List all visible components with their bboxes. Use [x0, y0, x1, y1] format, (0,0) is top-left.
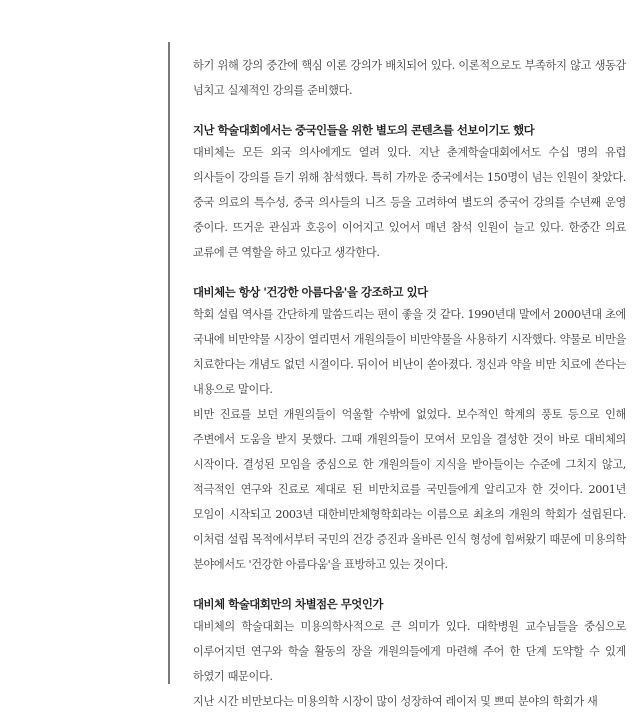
section-paragraph: 비만 진료를 보던 개원의들이 억울할 수밖에 없었다. 보수적인 학계의 풍토 등으로 인해 주변에서 도움을 받지 못했다. 그때 개원의들이 모여서 모임을 결성한 것이 바로 대비체의 시작이다. 결성된 모임을 중심으로 한 개원의들이 지식을 받아들이는 수준에 그치지 않고, 적극적인 연구와 진료로 제대로 된 비만치료를 국민들에게 알리고자 한 것이다. 2001년 모임이 시작되고 2003년 대한비만체형학회라는 이름으로 최초의 개원의 학회가 설립된다. 이처럼 설립 목적에서부터 국민의 건강 증진과 올바른 인식 형성에 힘써왔기 때문에 미용의학 분야에서도 '건강한 아름다움'을 표방하고 있는 것이다. — [193, 408, 626, 571]
intro-paragraph: 하기 위해 강의 중간에 핵심 이론 강의가 배치되어 있다. 이론적으로도 부족하지 않고 생동감 넘치고 실제적인 강의를 준비했다. — [193, 59, 626, 97]
section-paragraph: 대비체의 학술대회는 미용의학사적으로 큰 의미가 있다. 대학병원 교수님들을 중심으로 이루어지던 연구와 학술 활동의 장을 개원의들에게 마련해 주어 한 단계 도약할 수 있게 하였기 때문이다. — [193, 620, 626, 683]
section-paragraph: 학회 설립 역사를 간단하게 말씀드리는 편이 좋을 것 같다. 1990년대 말에서 2000년대 초에 국내에 비만약물 시장이 열리면서 개원의들이 비만약물을 사용하기 시작했다. 약물로 비만을 치료한다는 개념도 없던 시절이다. 뒤이어 비난이 쏟아졌다. 정신과 약을 비만 치료에 쓴다는 내용으로 말이다. — [193, 308, 626, 396]
margin-rule — [168, 42, 170, 684]
article-body — [193, 53, 626, 714]
section-heading-china: 지난 학술대회에서는 중국인들을 위한 별도의 콘텐츠를 선보이기도 했다 — [193, 123, 535, 137]
section-heading-differentiation: 대비체 학술대회만의 차별점은 무엇인가 — [193, 597, 383, 611]
section-paragraph: 지난 시간 비만보다는 미용의학 시장이 많이 성장하여 레이저 및 쁘띠 분야의 학회가 새 — [193, 695, 598, 708]
section-heading-healthy-beauty: 대비체는 항상 '건강한 아름다움'을 강조하고 있다 — [193, 285, 428, 299]
section-paragraph: 대비체는 모든 외국 의사에게도 열려 있다. 지난 춘계학술대회에서도 수십 명의 유럽 의사들이 강의를 듣기 위해 참석했다. 특히 가까운 중국에서는 150명이 넘는 인원이 찾았다. 중국 의료의 특수성, 중국 의사들의 니즈 등을 고려하여 별도의 중국어 강의를 수년째 운영 중이다. 뜨거운 관심과 호응이 이어지고 있어서 매년 참석 인원이 늘고 있다. 한중간 의료 교류에 큰 역할을 하고 있다고 생각한다. — [193, 146, 626, 259]
